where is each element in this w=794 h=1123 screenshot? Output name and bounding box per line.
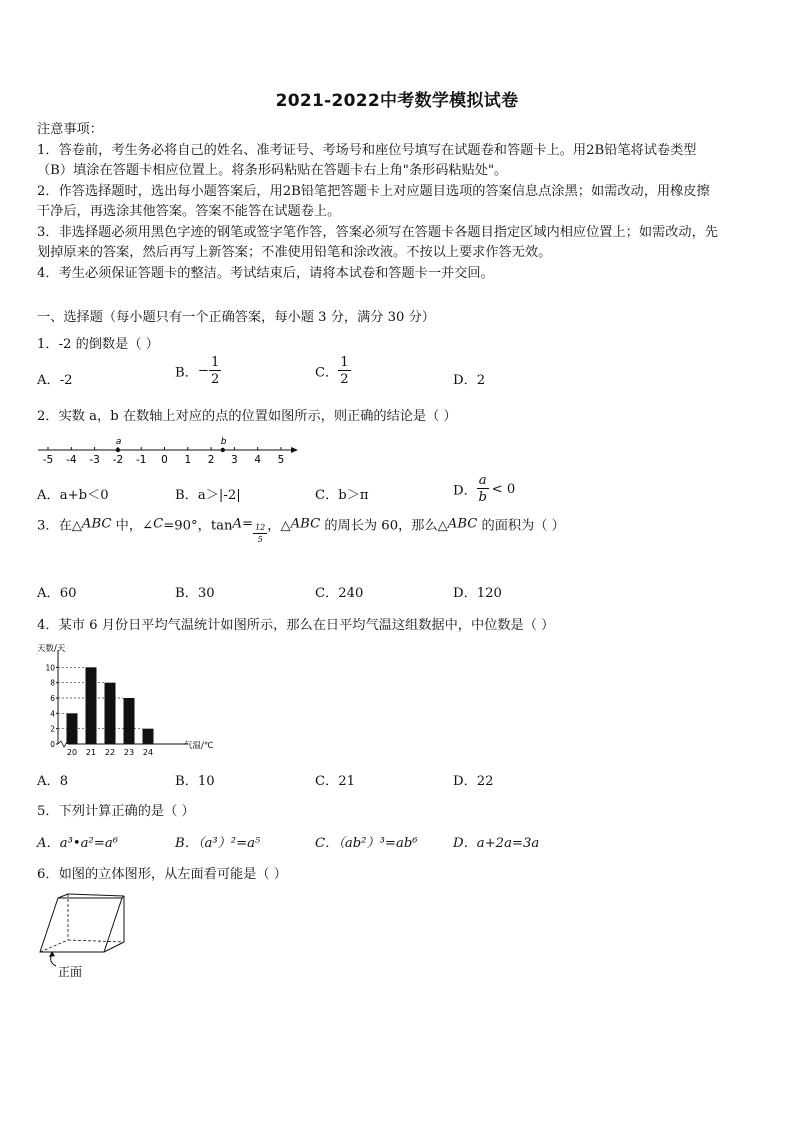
number-line-tick-label: 2 bbox=[207, 454, 215, 466]
y-tick-label: 4 bbox=[50, 709, 55, 719]
option-label: B． bbox=[175, 365, 198, 381]
edge bbox=[68, 894, 124, 896]
notes-line: 3．非选择题必须用黑色字迹的钢笔或签字笔作答，答案必须写在答题卡各题目指定区域内相应位置上；如需改动，先 bbox=[37, 224, 718, 240]
number-line-tick-label: -3 bbox=[89, 454, 100, 466]
number-line-tick-label: -4 bbox=[66, 454, 77, 466]
number-line-tick-label: 4 bbox=[254, 454, 262, 466]
q1-option-d[interactable]: D．2 bbox=[453, 373, 486, 388]
point-b-label: b bbox=[220, 437, 227, 447]
triangle-name: ABC bbox=[290, 516, 321, 532]
notes-heading: 注意事项： bbox=[37, 122, 103, 137]
question-1-stem: 1．-2 的倒数是（ ） bbox=[37, 337, 159, 352]
q2-option-c[interactable]: C．b＞π bbox=[315, 488, 369, 503]
notes-line: （B）填涂在答题卡相应位置上。将条形码粘贴在答题卡右上角"条形码粘贴处"。 bbox=[37, 163, 508, 178]
q5-option-b[interactable]: B．（a³）²=a⁵ bbox=[175, 836, 261, 851]
axis-arrow-icon bbox=[291, 447, 298, 453]
question-3-stem bbox=[37, 514, 565, 544]
angle-name: C bbox=[153, 516, 164, 532]
stem-text: =90°，tan bbox=[163, 518, 233, 534]
x-tick-label: 21 bbox=[85, 748, 97, 757]
front-face bbox=[40, 898, 122, 952]
number-line-tick-label: 5 bbox=[277, 454, 285, 466]
triangle-name: ABC bbox=[447, 516, 478, 532]
q4-option-a[interactable]: A．8 bbox=[37, 774, 69, 789]
q3-option-c[interactable]: C．240 bbox=[315, 586, 364, 601]
point-b bbox=[221, 448, 225, 452]
hidden-edge bbox=[40, 940, 68, 952]
y-tick-label: 8 bbox=[50, 678, 55, 688]
fraction-denominator: 2 bbox=[210, 372, 220, 388]
fraction bbox=[477, 474, 489, 504]
y-tick-label: 0 bbox=[50, 740, 55, 749]
fraction-denominator: 5 bbox=[257, 535, 263, 544]
y-tick-label: 2 bbox=[50, 724, 55, 734]
tan-fraction bbox=[253, 524, 267, 544]
bar bbox=[67, 713, 78, 744]
number-line-tick-label: -1 bbox=[135, 454, 147, 466]
x-axis-label: 气温/℃ bbox=[184, 741, 214, 751]
angle-name: A bbox=[232, 516, 243, 532]
number-line-tick-label: 3 bbox=[231, 454, 238, 466]
stem-text: 3．在△ bbox=[37, 518, 82, 534]
question-5-stem: 5．下列计算正确的是（ ） bbox=[37, 804, 195, 819]
stem-text: 中，∠ bbox=[111, 518, 154, 534]
hidden-edge bbox=[68, 940, 124, 942]
number-line-tick-label: 1 bbox=[184, 454, 192, 466]
question-6-stem: 6．如图的立体图形，从左面看可能是（ ） bbox=[37, 867, 287, 882]
bar bbox=[86, 667, 97, 744]
number-line-tick-label: -2 bbox=[112, 454, 124, 466]
q1-option-b[interactable] bbox=[175, 356, 221, 386]
fraction-denominator: 2 bbox=[340, 372, 349, 388]
q4-option-b[interactable]: B．10 bbox=[175, 774, 215, 789]
page-title: 2021-2022中考数学模拟试卷 bbox=[275, 91, 519, 111]
x-tick-label: 20 bbox=[66, 748, 78, 757]
option-label: C． bbox=[315, 365, 339, 381]
q5-option-c[interactable]: C．（ab²）³=ab⁶ bbox=[315, 836, 418, 851]
fraction bbox=[338, 356, 350, 386]
y-tick-label: 10 bbox=[45, 663, 55, 673]
stem-text: 的面积为（ ） bbox=[477, 518, 565, 534]
section-heading: 一、选择题（每小题只有一个正确答案，每小题 3 分，满分 30 分） bbox=[37, 310, 435, 325]
solid-figure bbox=[34, 894, 134, 984]
q3-option-a[interactable]: A．60 bbox=[37, 586, 77, 601]
q2-option-a[interactable]: A．a+b＜0 bbox=[37, 488, 109, 503]
fraction-numerator: a bbox=[478, 473, 487, 488]
q5-option-a[interactable]: A．a³•a²=a⁶ bbox=[37, 836, 118, 851]
fraction-numerator: 1 bbox=[210, 355, 220, 370]
y-tick-label: 6 bbox=[50, 694, 55, 703]
notes-block bbox=[37, 120, 767, 284]
fraction-numerator: 1 bbox=[340, 355, 349, 370]
q5-option-d[interactable]: D．a+2a=3a bbox=[453, 836, 540, 851]
q3-option-b[interactable]: B．30 bbox=[175, 586, 215, 601]
number-line-figure bbox=[36, 430, 302, 466]
fraction-denominator: b bbox=[478, 490, 487, 506]
q2-option-d[interactable] bbox=[453, 474, 515, 504]
q4-option-d[interactable]: D．22 bbox=[453, 774, 494, 789]
bar bbox=[143, 729, 154, 744]
notes-line: 干净后，再选涂其他答案。答案不能答在试题卷上。 bbox=[37, 204, 341, 219]
bar bbox=[124, 698, 135, 744]
temperature-bar-chart bbox=[36, 640, 214, 758]
stem-text: 的周长为 60，那么△ bbox=[320, 518, 448, 534]
stem-text: ，△ bbox=[267, 518, 291, 534]
x-tick-label: 24 bbox=[142, 748, 154, 757]
triangle-name: ABC bbox=[81, 516, 112, 532]
stem-text: = bbox=[242, 516, 254, 532]
option-label: D． bbox=[453, 483, 477, 499]
q1-option-a[interactable]: A．-2 bbox=[37, 373, 73, 388]
notes-line: 1．答卷前，考生务必将自己的姓名、准考证号、考场号和座位号填写在试题卷和答题卡上。用2B铅笔将试卷类型 bbox=[37, 142, 697, 158]
q4-option-c[interactable]: C．21 bbox=[315, 774, 356, 789]
x-tick-label: 23 bbox=[123, 748, 135, 757]
question-4-stem: 4．某市 6 月份日平均气温统计如图所示，那么在日平均气温这组数据中，中位数是（ ） bbox=[37, 618, 555, 633]
notes-line: 划掉原来的答案，然后再写上新答案；不准使用铅笔和涂改液。不按以上要求作答无效。 bbox=[37, 245, 552, 260]
notes-line: 4．考生必须保证答题卡的整洁。考试结束后，请将本试卷和答题卡一并交回。 bbox=[37, 265, 494, 281]
front-label: 正面 bbox=[58, 965, 83, 979]
inequality-text: < 0 bbox=[491, 481, 516, 497]
point-a-label: a bbox=[115, 437, 122, 447]
q3-option-d[interactable]: D．120 bbox=[453, 586, 502, 601]
bar bbox=[105, 683, 116, 744]
y-axis-label: 天数/天 bbox=[37, 644, 66, 654]
fraction bbox=[209, 356, 221, 386]
notes-line: 2．作答选择题时，选出每小题答案后，用2B铅笔把答题卡上对应题目选项的答案信息点涂黑；如需改动，用橡皮擦 bbox=[37, 183, 710, 199]
number-line-tick-label: -5 bbox=[42, 454, 54, 466]
number-line-tick-label: 0 bbox=[161, 454, 168, 466]
q1-option-c[interactable] bbox=[315, 356, 351, 386]
question-2-stem: 2．实数 a，b 在数轴上对应的点的位置如图所示，则正确的结论是（ ） bbox=[37, 409, 457, 424]
q2-option-b[interactable]: B．a＞|-2| bbox=[175, 488, 241, 503]
edge bbox=[58, 894, 68, 898]
point-a bbox=[116, 448, 120, 452]
fraction-numerator: 12 bbox=[255, 523, 266, 532]
x-tick-label: 22 bbox=[104, 748, 116, 757]
minus-sign: − bbox=[197, 363, 209, 379]
